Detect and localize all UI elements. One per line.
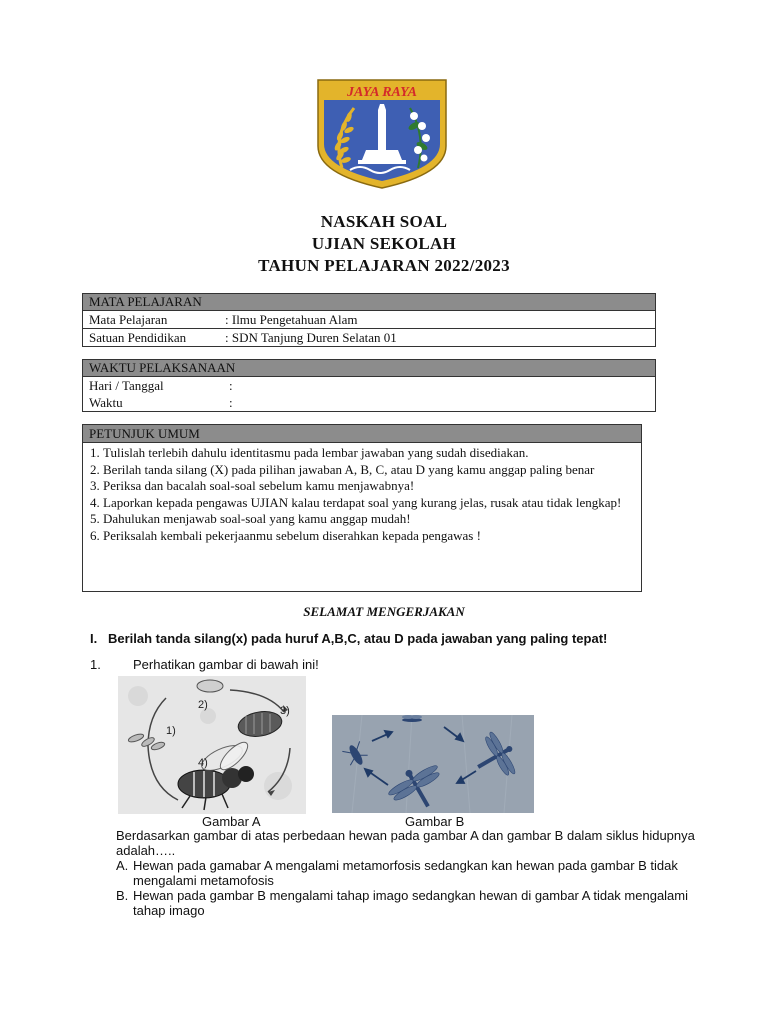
option-letter: A. bbox=[116, 858, 129, 873]
info-key: Hari / Tanggal bbox=[89, 378, 164, 393]
question-text: Perhatikan gambar di bawah ini! bbox=[133, 657, 319, 672]
selamat-mengerjakan: SELAMAT MENGERJAKAN bbox=[303, 604, 465, 619]
list-item: 2. Berilah tanda silang (X) pada pilihan jawaban A, B, C, atau D yang kamu anggap paling benar bbox=[103, 462, 641, 479]
list-item: 5. Dahulukan menjawab soal-soal yang kamu anggap mudah! bbox=[103, 511, 641, 528]
info-row bbox=[83, 377, 655, 394]
info-value: : Ilmu Pengetahuan Alam bbox=[225, 312, 358, 327]
logo-text: JAYA RAYA bbox=[347, 85, 417, 100]
petunjuk-list bbox=[83, 445, 641, 544]
question-paragraph: Berdasarkan gambar di atas perbedaan hewan pada gambar A dan gambar B dalam siklus hidupnya adalah….. bbox=[116, 828, 695, 858]
list-item: 3. Periksa dan bacalah soal-soal sebelum kamu menjawabnya! bbox=[103, 478, 641, 495]
info-value: : SDN Tanjung Duren Selatan 01 bbox=[225, 330, 397, 345]
doc-title-line-3: TAHUN PELAJARAN 2022/2023 bbox=[258, 256, 510, 275]
info-value: : bbox=[229, 395, 233, 410]
list-item: 4. Laporkan kepada pengawas UJIAN kalau terdapat soal yang kurang jelas, rusak atau tidak lengkap! bbox=[103, 495, 641, 512]
info-row bbox=[83, 394, 655, 411]
stage-label: 1) bbox=[166, 725, 176, 737]
petunjuk-umum-box bbox=[82, 424, 642, 592]
answer-option[interactable] bbox=[116, 858, 696, 888]
info-key: Satuan Pendidikan bbox=[89, 330, 187, 345]
waktu-pelaksanaan-box bbox=[82, 359, 656, 412]
waktu-header: WAKTU PELAKSANAAN bbox=[83, 360, 655, 377]
option-letter: B. bbox=[116, 888, 129, 903]
section-number: I. bbox=[90, 631, 98, 646]
mata-pelajaran-box bbox=[82, 293, 656, 347]
stage-label: 3) bbox=[280, 705, 290, 717]
info-value: : bbox=[229, 378, 233, 393]
section-instruction: Berilah tanda silang(x) pada huruf A,B,C, atau D pada jawaban yang paling tepat! bbox=[108, 631, 608, 646]
gambar-b-dragonfly-life-cycle bbox=[332, 715, 534, 813]
answer-option[interactable] bbox=[116, 888, 696, 918]
doc-title-line-2: UJIAN SEKOLAH bbox=[311, 234, 457, 253]
section-heading bbox=[90, 631, 607, 646]
info-row bbox=[83, 328, 655, 346]
mata-pelajaran-header: MATA PELAJARAN bbox=[83, 294, 655, 311]
list-item: 1. Tulislah terlebih dahulu identitasmu pada lembar jawaban yang sudah disediakan. bbox=[103, 445, 641, 462]
petunjuk-header: PETUNJUK UMUM bbox=[83, 425, 641, 443]
option-text: Hewan pada gamabar A mengalami metamorfosis sedangkan kan hewan pada gambar B tidak mengalami metamofosis bbox=[133, 858, 678, 888]
info-row bbox=[83, 311, 655, 328]
list-item: 6. Periksalah kembali pekerjaanmu sebelum diserahkan kepada pengawas ! bbox=[103, 528, 641, 545]
stage-label: 4) bbox=[198, 757, 208, 769]
gambar-a-bee-life-cycle bbox=[118, 676, 306, 814]
info-key: Waktu bbox=[89, 395, 123, 410]
doc-title-line-1: NASKAH SOAL bbox=[320, 212, 448, 231]
option-text: Hewan pada gambar B mengalami tahap imago sedangkan hewan di gambar A tidak mengalami tahap imago bbox=[133, 888, 689, 918]
stage-label: 2) bbox=[198, 699, 208, 711]
question-number: 1. bbox=[90, 657, 101, 672]
jaya-raya-emblem bbox=[314, 76, 450, 190]
caption-gambar-b: Gambar B bbox=[405, 814, 465, 829]
info-key: Mata Pelajaran bbox=[89, 312, 168, 327]
caption-gambar-a: Gambar A bbox=[202, 814, 261, 829]
